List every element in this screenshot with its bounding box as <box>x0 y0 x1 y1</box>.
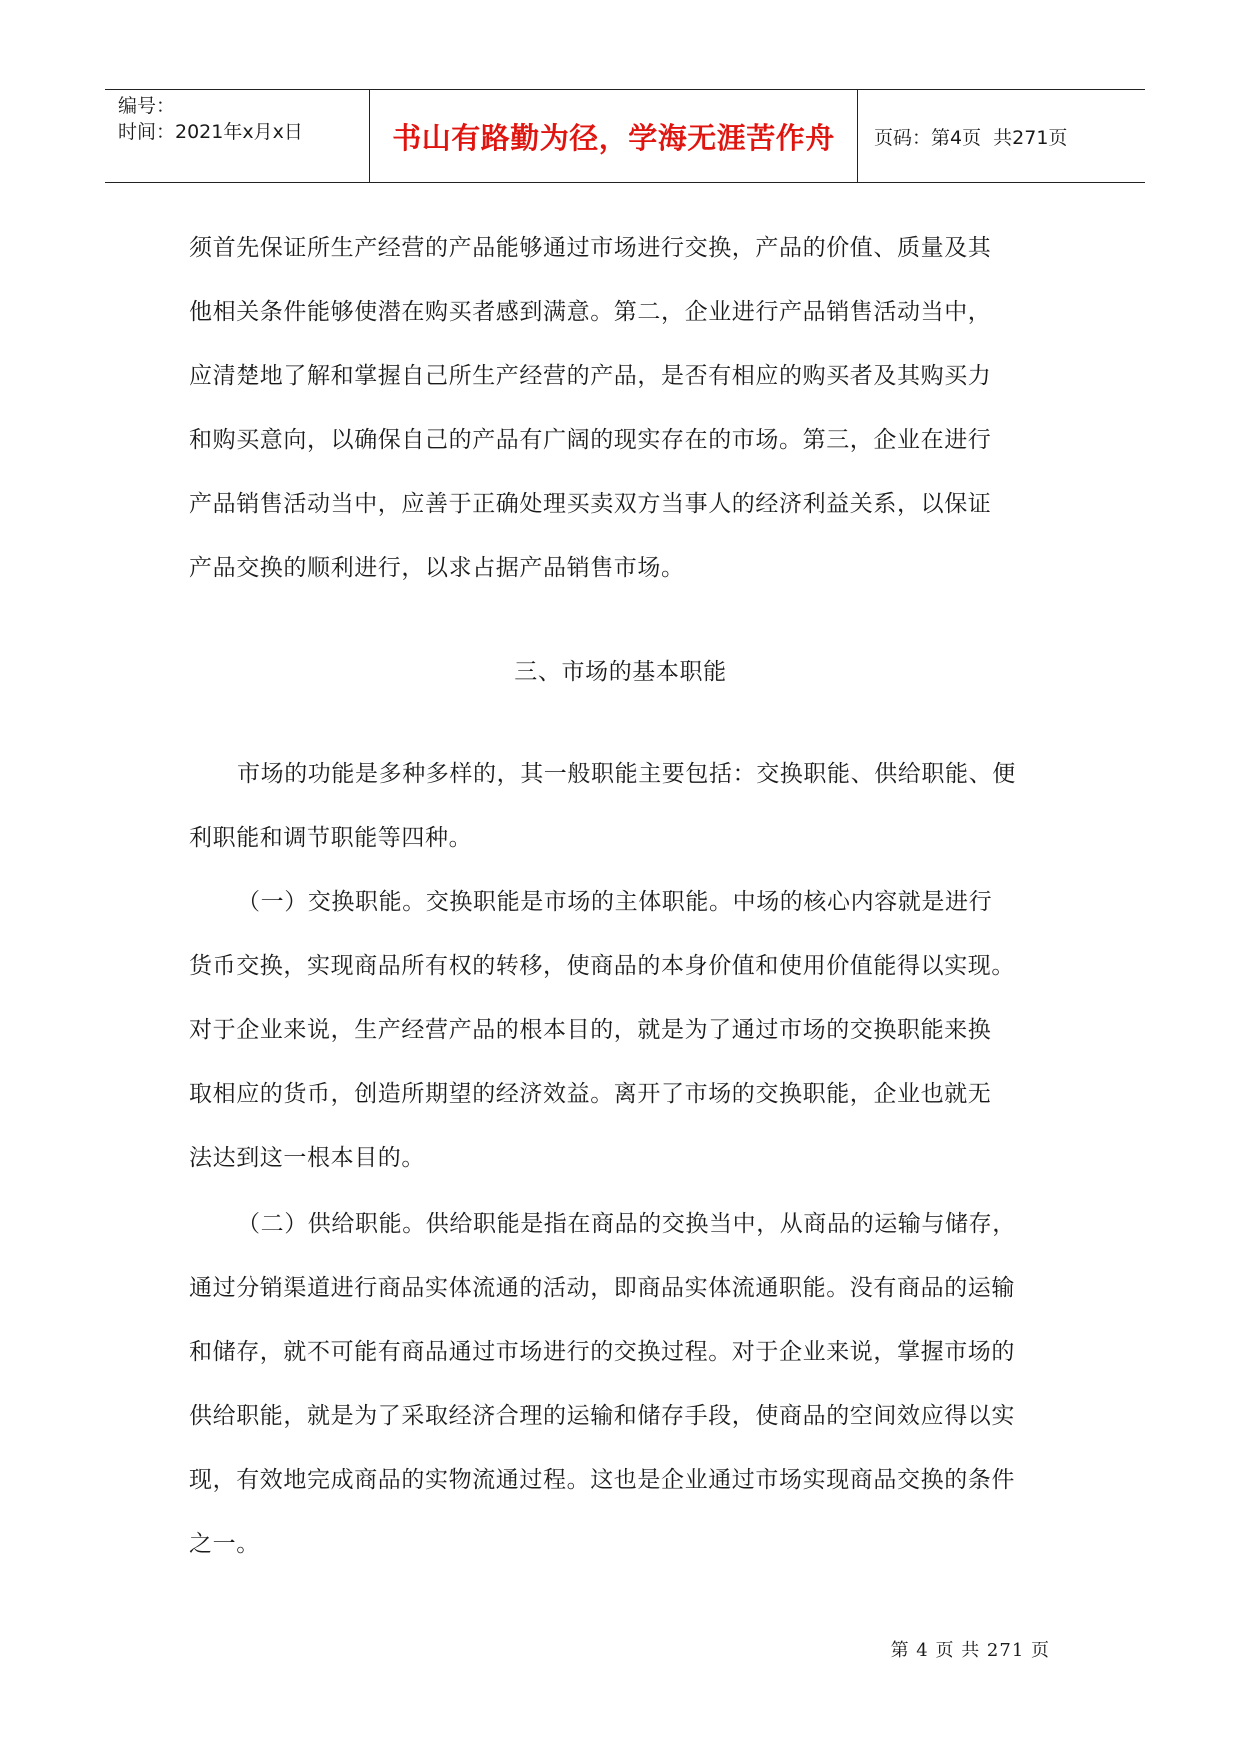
header-page-info: 页码：第4页 共271页 <box>874 126 1068 149</box>
paragraph-line: 他相关条件能够使潜在购买者感到满意。第二，企业进行产品销售活动当中， <box>189 299 992 325</box>
paragraph-line: 和购买意向，以确保自己的产品有广阔的现实存在的市场。第三，企业在进行 <box>189 427 992 453</box>
document-header <box>105 89 1145 183</box>
paragraph-line: 供给职能，就是为了采取经济合理的运输和储存手段，使商品的空间效应得以实 <box>189 1403 1015 1429</box>
number-label: 编号： <box>118 95 176 117</box>
paragraph-line: 货币交换，实现商品所有权的转移，使商品的本身价值和使用价值能得以实现。 <box>189 953 1015 979</box>
paragraph-line: 市场的功能是多种多样的，其一般职能主要包括：交换职能、供给职能、便 <box>237 761 1016 787</box>
paragraph-line: （二）供给职能。供给职能是指在商品的交换当中，从商品的运输与储存， <box>237 1211 1016 1237</box>
header-meta-cell <box>105 90 370 182</box>
page-footer: 第 4 页 共 271 页 <box>890 1640 1050 1661</box>
paragraph-line: 须首先保证所生产经营的产品能够通过市场进行交换，产品的价值、质量及其 <box>189 235 992 261</box>
paragraph-line: 之一。 <box>189 1531 260 1557</box>
paragraph-line: 通过分销渠道进行商品实体流通的活动，即商品实体流通职能。没有商品的运输 <box>189 1275 1015 1301</box>
motto-text: 书山有路勤为径，学海无涯苦作舟 <box>392 120 835 155</box>
paragraph-line: 利职能和调节职能等四种。 <box>189 825 473 851</box>
paragraph-line: 产品交换的顺利进行，以求占据产品销售市场。 <box>189 555 685 581</box>
paragraph-line: 产品销售活动当中，应善于正确处理买卖双方当事人的经济利益关系，以保证 <box>189 491 992 517</box>
time-label: 时间：2021年x月x日 <box>118 121 303 143</box>
paragraph-line: 应清楚地了解和掌握自己所生产经营的产品，是否有相应的购买者及其购买力 <box>189 363 992 389</box>
paragraph-line: 取相应的货币，创造所期望的经济效益。离开了市场的交换职能，企业也就无 <box>189 1081 992 1107</box>
paragraph-line: 现，有效地完成商品的实物流通过程。这也是企业通过市场实现商品交换的条件 <box>189 1467 1015 1493</box>
section-heading: 三、市场的基本职能 <box>514 659 727 685</box>
paragraph-line: 和储存，就不可能有商品通过市场进行的交换过程。对于企业来说，掌握市场的 <box>189 1339 1015 1365</box>
header-page-cell <box>858 90 1145 182</box>
paragraph-line: （一）交换职能。交换职能是市场的主体职能。中场的核心内容就是进行 <box>237 889 993 915</box>
paragraph-line: 法达到这一根本目的。 <box>189 1145 425 1171</box>
paragraph-line: 对于企业来说，生产经营产品的根本目的，就是为了通过市场的交换职能来换 <box>189 1017 992 1043</box>
header-motto-cell <box>370 90 858 182</box>
